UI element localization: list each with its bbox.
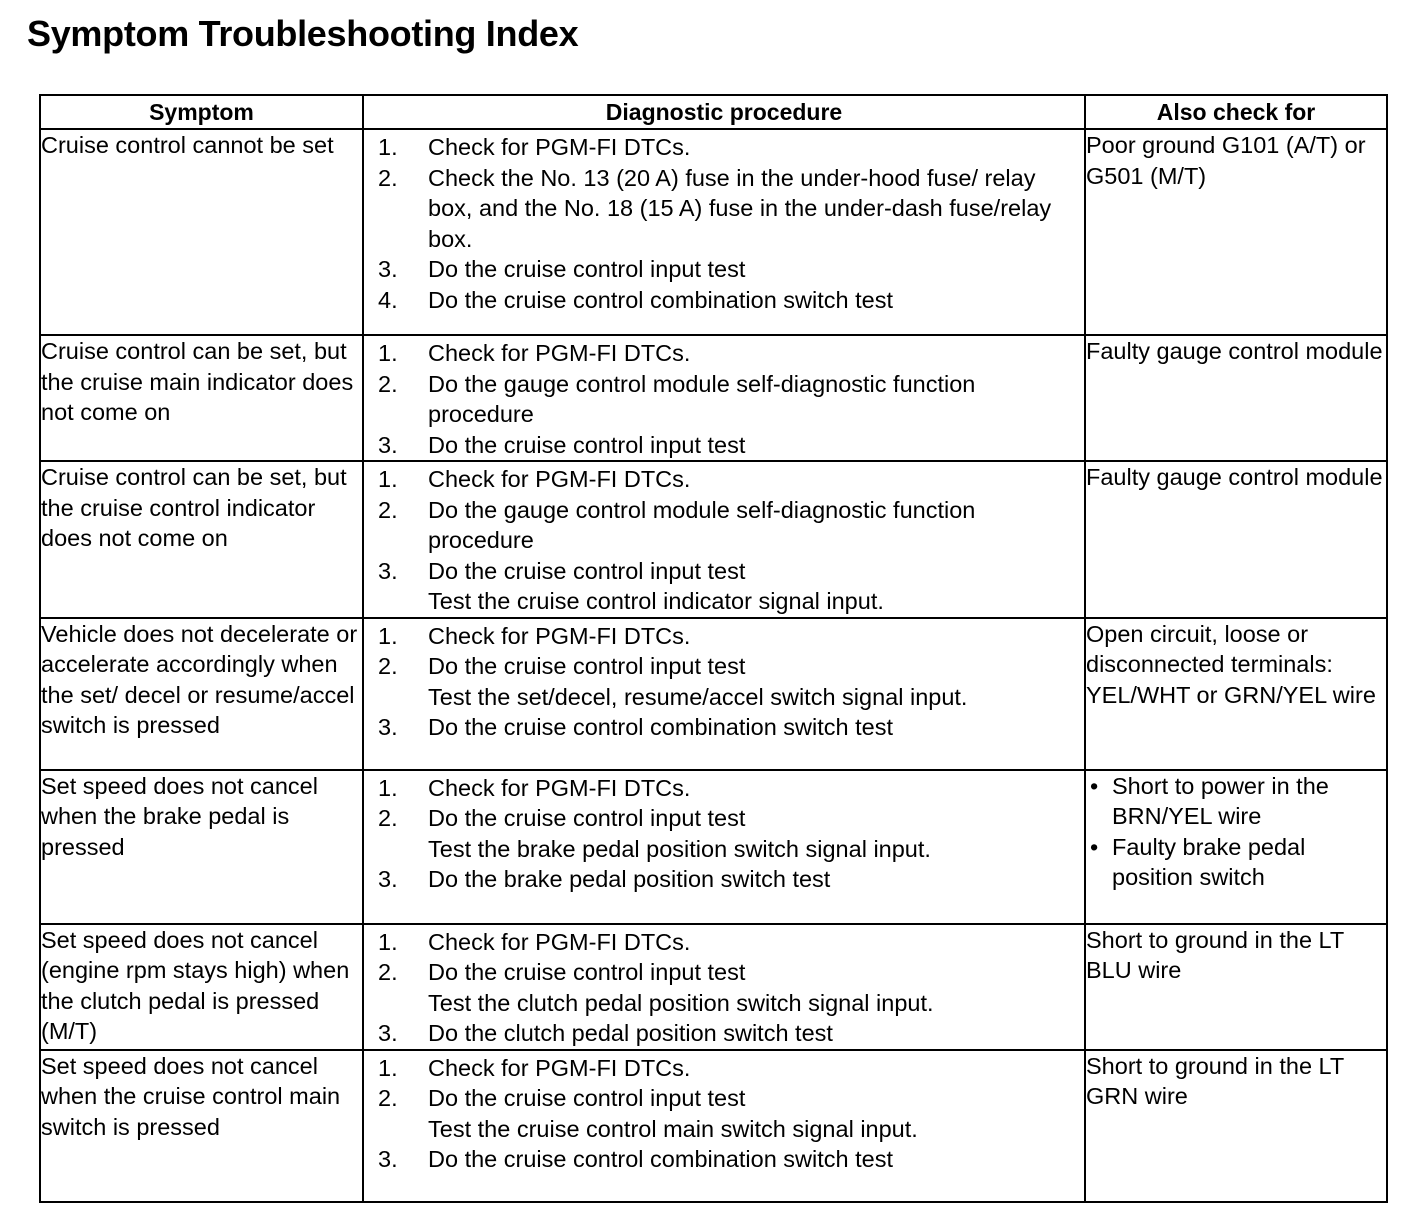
step-text: Do the gauge control module self-diagnostic function procedure xyxy=(428,496,976,553)
procedure-step xyxy=(364,957,1084,988)
also-check-cell: Faulty gauge control module xyxy=(1085,461,1387,618)
procedure-cell xyxy=(363,129,1085,335)
step-text: Do the cruise control combination switch test xyxy=(428,714,893,740)
procedure-step xyxy=(364,1018,1084,1049)
step-number: 1. xyxy=(378,466,398,492)
step-text: Test the brake pedal position switch signal input. xyxy=(428,835,931,862)
procedure-step xyxy=(364,651,1084,682)
step-number: 2. xyxy=(378,496,398,523)
procedure-cell xyxy=(363,1050,1085,1202)
step-text: Do the cruise control input test xyxy=(428,959,746,985)
step-text: Test the cruise control main switch signal input. xyxy=(428,1115,918,1142)
step-text: Check the No. 13 (20 A) fuse in the under-hood fuse/ relay box, and the No. 18 (15 A) fuse in the under-dash fuse/relay box. xyxy=(428,164,1052,252)
procedure-step xyxy=(364,132,1084,163)
table-row xyxy=(40,129,1387,335)
step-number: 1. xyxy=(378,622,398,649)
step-text: Check for PGM-FI DTCs. xyxy=(428,774,691,801)
step-text: Do the cruise control combination switch test xyxy=(428,286,893,313)
step-number: 3. xyxy=(378,866,398,892)
step-number xyxy=(364,834,428,865)
step-text: Do the cruise control input test xyxy=(428,805,746,831)
step-number: 3. xyxy=(378,431,398,458)
step-number: 2. xyxy=(378,959,398,985)
procedure-cell xyxy=(363,924,1085,1050)
also-check-bullet-list xyxy=(1086,771,1386,893)
table-row xyxy=(40,461,1387,618)
step-text: Do the brake pedal position switch test xyxy=(428,866,831,892)
procedure-list xyxy=(364,771,1084,895)
step-text: Check for PGM-FI DTCs. xyxy=(428,466,691,492)
step-number: 1. xyxy=(378,1054,398,1081)
step-text: Test the cruise control indicator signal input. xyxy=(428,588,884,614)
step-text: Check for PGM-FI DTCs. xyxy=(428,1054,691,1081)
procedure-step xyxy=(364,1053,1084,1084)
procedure-cell xyxy=(363,618,1085,770)
table-row xyxy=(40,335,1387,461)
step-text: Do the cruise control input test xyxy=(428,431,746,458)
step-number xyxy=(364,1114,428,1145)
step-number xyxy=(364,586,428,617)
also-check-bullet xyxy=(1086,771,1386,832)
procedure-step xyxy=(364,773,1084,804)
procedure-step xyxy=(364,1083,1084,1114)
step-text: Do the cruise control combination switch test xyxy=(428,1146,893,1172)
procedure-cell xyxy=(363,461,1085,618)
step-text: Do the cruise control input test xyxy=(428,256,746,282)
procedure-list xyxy=(364,462,1084,617)
step-number: 1. xyxy=(378,340,398,366)
also-check-cell: Poor ground G101 (A/T) or G501 (M/T) xyxy=(1085,129,1387,335)
also-check-cell xyxy=(1085,770,1387,924)
also-check-cell: Faulty gauge control module xyxy=(1085,335,1387,461)
step-number: 2. xyxy=(378,370,398,397)
table-row xyxy=(40,618,1387,770)
procedure-list xyxy=(364,336,1084,460)
procedure-substep xyxy=(364,586,1084,617)
step-number: 4. xyxy=(378,286,398,313)
step-number: 2. xyxy=(378,653,398,679)
step-text: Do the clutch pedal position switch test xyxy=(428,1020,833,1046)
bullet-icon: • xyxy=(1090,833,1099,860)
table-row xyxy=(40,770,1387,924)
page-title: Symptom Troubleshooting Index xyxy=(27,13,579,54)
step-text: Do the cruise control input test xyxy=(428,1085,746,1111)
procedure-cell xyxy=(363,335,1085,461)
procedure-step xyxy=(364,254,1084,285)
table-header-row xyxy=(40,95,1387,129)
step-number: 3. xyxy=(378,1020,398,1046)
troubleshooting-table xyxy=(39,94,1388,1203)
procedure-substep xyxy=(364,988,1084,1019)
symptom-cell: Cruise control cannot be set xyxy=(40,129,363,335)
procedure-cell xyxy=(363,770,1085,924)
header-diagnostic-procedure: Diagnostic procedure xyxy=(363,95,1085,129)
step-text: Check for PGM-FI DTCs. xyxy=(428,622,691,649)
step-number: 3. xyxy=(378,1146,398,1172)
step-number: 1. xyxy=(378,928,398,955)
step-text: Do the cruise control input test xyxy=(428,557,746,584)
header-also-check-for: Also check for xyxy=(1085,95,1387,129)
step-text: Check for PGM-FI DTCs. xyxy=(428,928,691,955)
step-number: 2. xyxy=(378,805,398,831)
bullet-icon: • xyxy=(1090,772,1099,799)
procedure-step xyxy=(364,712,1084,743)
procedure-substep xyxy=(364,834,1084,865)
symptom-cell: Set speed does not cancel when the brake pedal is pressed xyxy=(40,770,363,924)
symptom-cell: Cruise control can be set, but the cruise control indicator does not come on xyxy=(40,461,363,618)
step-number xyxy=(364,988,428,1019)
step-text: Test the set/decel, resume/accel switch signal input. xyxy=(428,683,968,710)
step-number: 1. xyxy=(378,134,398,160)
symptom-cell: Set speed does not cancel when the cruise control main switch is pressed xyxy=(40,1050,363,1202)
procedure-list xyxy=(364,1051,1084,1175)
symptom-cell: Set speed does not cancel (engine rpm stays high) when the clutch pedal is pressed (M/T) xyxy=(40,924,363,1050)
table-row xyxy=(40,924,1387,1050)
procedure-list xyxy=(364,130,1084,315)
bullet-text: Faulty brake pedal position switch xyxy=(1112,833,1306,890)
header-symptom: Symptom xyxy=(40,95,363,129)
procedure-step xyxy=(364,803,1084,834)
symptom-cell: Cruise control can be set, but the cruise main indicator does not come on xyxy=(40,335,363,461)
procedure-step xyxy=(364,430,1084,461)
step-text: Check for PGM-FI DTCs. xyxy=(428,340,691,366)
procedure-step xyxy=(364,1144,1084,1175)
procedure-substep xyxy=(364,682,1084,713)
procedure-step xyxy=(364,285,1084,316)
procedure-step xyxy=(364,464,1084,495)
step-text: Do the cruise control input test xyxy=(428,653,746,679)
step-number: 3. xyxy=(378,557,398,584)
step-number xyxy=(364,682,428,713)
procedure-step xyxy=(364,556,1084,587)
also-check-cell: Open circuit, loose or disconnected terminals: YEL/WHT or GRN/YEL wire xyxy=(1085,618,1387,770)
step-number: 1. xyxy=(378,774,398,801)
step-number: 2. xyxy=(378,164,398,191)
step-text: Test the clutch pedal position switch signal input. xyxy=(428,989,934,1016)
procedure-step xyxy=(364,369,1084,430)
also-check-cell: Short to ground in the LT BLU wire xyxy=(1085,924,1387,1050)
procedure-step xyxy=(364,338,1084,369)
procedure-step xyxy=(364,621,1084,652)
also-check-bullet xyxy=(1086,832,1386,893)
step-text: Check for PGM-FI DTCs. xyxy=(428,134,691,160)
step-number: 2. xyxy=(378,1085,398,1111)
procedure-step xyxy=(364,864,1084,895)
procedure-substep xyxy=(364,1114,1084,1145)
also-check-cell: Short to ground in the LT GRN wire xyxy=(1085,1050,1387,1202)
procedure-list xyxy=(364,619,1084,743)
step-text: Do the gauge control module self-diagnostic function procedure xyxy=(428,370,976,427)
procedure-step xyxy=(364,163,1084,255)
step-number: 3. xyxy=(378,714,398,740)
procedure-step xyxy=(364,927,1084,958)
symptom-cell: Vehicle does not decelerate or accelerate accordingly when the set/ decel or resume/accel switch is pressed xyxy=(40,618,363,770)
procedure-step xyxy=(364,495,1084,556)
step-number: 3. xyxy=(378,256,398,282)
table-row xyxy=(40,1050,1387,1202)
bullet-text: Short to power in the BRN/YEL wire xyxy=(1112,772,1329,829)
procedure-list xyxy=(364,925,1084,1049)
